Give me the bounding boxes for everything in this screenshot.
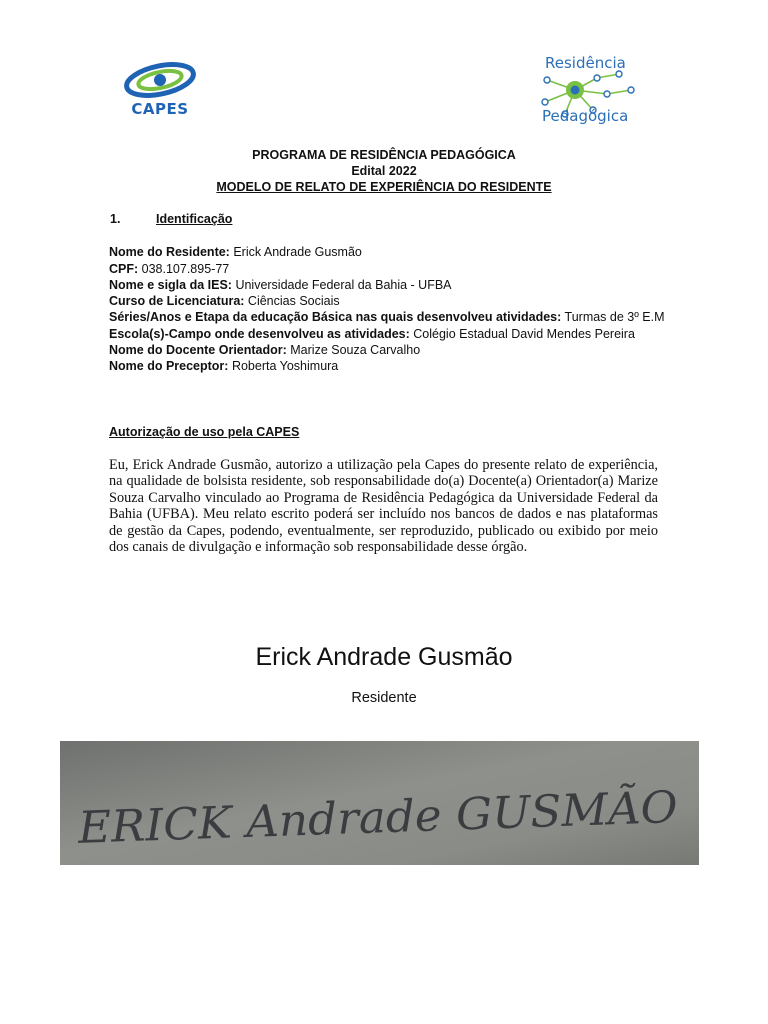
field-value: 038.107.895-77 bbox=[138, 262, 230, 276]
section-title: Identificação bbox=[156, 212, 233, 226]
field-series bbox=[109, 309, 665, 325]
authorization-title: Autorização de uso pela CAPES bbox=[109, 425, 300, 439]
field-curso bbox=[109, 293, 340, 309]
handwritten-signature-image bbox=[60, 741, 699, 865]
field-value: Ciências Sociais bbox=[244, 294, 340, 308]
field-label: Nome e sigla da IES: bbox=[109, 278, 232, 292]
field-value: Marize Souza Carvalho bbox=[286, 343, 421, 357]
field-value: Roberta Yoshimura bbox=[228, 359, 339, 373]
handwritten-signature-text: ERICK Andrade GUSMÃO bbox=[77, 782, 661, 854]
authorization-paragraph: Eu, Erick Andrade Gusmão, autorizo a utilização pela Capes do presente relato de experiência, na qualidade de bolsista residente, sob responsabilidade do(a) Docente(a) Orientador(a) Marize Souza Carvalho vinculado ao Programa de Residência Pedagógica da Universidade Federal da Bahia (UFBA). Meu relato escrito poderá ser incluído nos bancos de dados e nas plataformas de gestão da Capes, podendo, eventualmente, ser reproduzido, publicado ou exibido por meio dos canais de divulgação e informação sob responsabilidade desse órgão. bbox=[109, 457, 658, 556]
field-cpf bbox=[109, 261, 229, 277]
field-preceptor bbox=[109, 358, 338, 374]
program-title: PROGRAMA DE RESIDÊNCIA PEDAGÓGICA bbox=[252, 148, 516, 162]
field-label: Curso de Licenciatura: bbox=[109, 294, 245, 308]
capes-logo-text: CAPES bbox=[131, 100, 189, 118]
field-label: Nome do Docente Orientador: bbox=[109, 343, 287, 357]
document-title: MODELO DE RELATO DE EXPERIÊNCIA DO RESIDENTE bbox=[216, 180, 552, 194]
field-ies bbox=[109, 277, 452, 293]
field-label: Nome do Residente: bbox=[109, 245, 230, 259]
signature-role: Residente bbox=[351, 690, 417, 706]
field-value: Universidade Federal da Bahia - UFBA bbox=[231, 278, 452, 292]
section-number: 1. bbox=[110, 212, 121, 226]
field-nome-residente bbox=[109, 244, 362, 260]
field-value: Colégio Estadual David Mendes Pereira bbox=[409, 327, 635, 341]
signature-name: Erick Andrade Gusmão bbox=[255, 643, 513, 671]
field-docente bbox=[109, 342, 420, 358]
field-label: Escola(s)-Campo onde desenvolveu as atividades: bbox=[109, 327, 410, 341]
field-label: CPF: bbox=[109, 262, 139, 276]
field-escola bbox=[109, 326, 635, 342]
logo-text-pedagogica: Pedagógica bbox=[542, 107, 629, 125]
field-value: Turmas de 3º E.M bbox=[561, 310, 665, 324]
field-label: Nome do Preceptor: bbox=[109, 359, 229, 373]
logo-text-residencia: Residência bbox=[545, 54, 626, 72]
edital-title: Edital 2022 bbox=[351, 164, 417, 178]
field-value: Erick Andrade Gusmão bbox=[229, 245, 362, 259]
field-label: Séries/Anos e Etapa da educação Básica nas quais desenvolveu atividades: bbox=[109, 310, 562, 324]
